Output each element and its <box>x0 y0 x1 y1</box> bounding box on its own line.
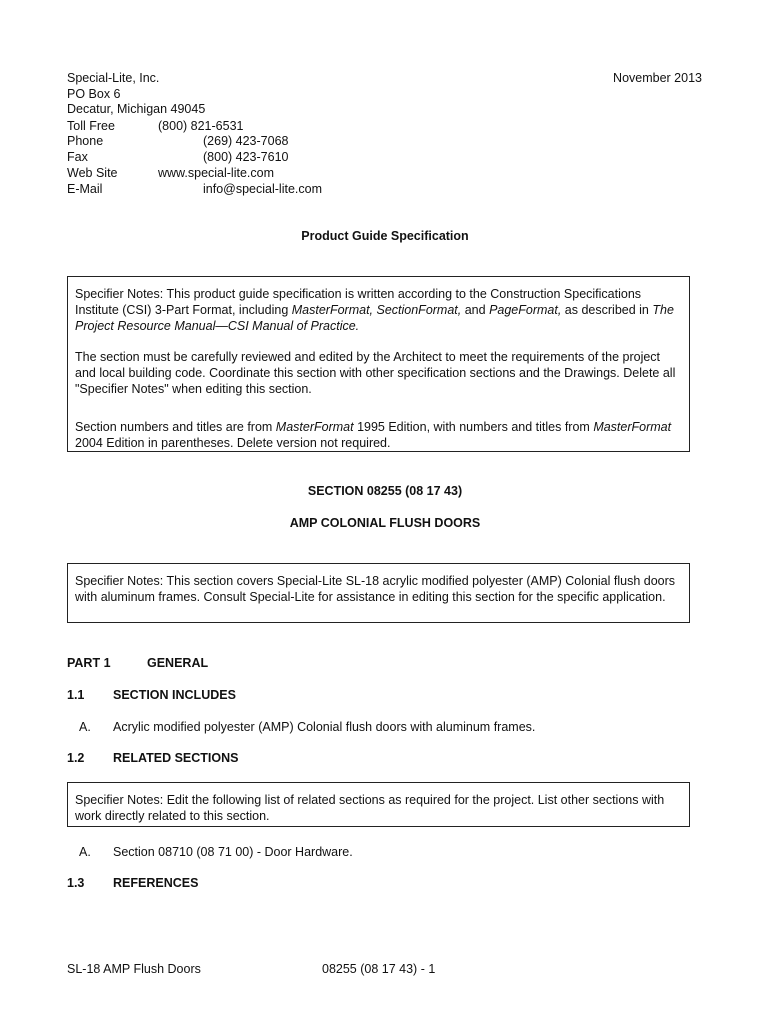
note-paragraph: Specifier Notes: Edit the following list of related sections as required for the project. List other sections with work directly related to this section. <box>75 793 665 823</box>
article-number: 1.3 <box>67 876 85 890</box>
city-state: Decatur, Michigan 49045 <box>67 102 206 116</box>
company-name: Special-Lite, Inc. <box>67 71 160 85</box>
article-title: REFERENCES <box>113 876 199 890</box>
article-number: 1.1 <box>67 688 85 702</box>
po-box: PO Box 6 <box>67 87 121 101</box>
contact-value-email: info@special-lite.com <box>203 182 322 196</box>
contact-label-website: Web Site <box>67 166 118 180</box>
note-paragraph: Specifier Notes: This product guide specification is written according to the Construction Specifications Institute (CSI) 3-Part Format, including MasterFormat, SectionFormat, and PageFormat, as described in The Project Resource Manual—CSI Manual of Practice. <box>75 287 674 333</box>
item-letter: A. <box>79 845 91 859</box>
article-number: 1.2 <box>67 751 85 765</box>
item-text: Section 08710 (08 71 00) - Door Hardware. <box>113 845 353 859</box>
specifier-notes-box <box>67 276 690 452</box>
part-title: GENERAL <box>147 656 209 670</box>
note-paragraph: Section numbers and titles are from MasterFormat 1995 Edition, with numbers and titles from MasterFormat 2004 Edition in parentheses. Delete version not required. <box>75 420 672 450</box>
contact-label-email: E-Mail <box>67 182 103 196</box>
item-text: Acrylic modified polyester (AMP) Colonial flush doors with aluminum frames. <box>113 720 536 734</box>
specifier-notes-box <box>67 563 690 623</box>
article-title: RELATED SECTIONS <box>113 751 239 765</box>
section-title: AMP COLONIAL FLUSH DOORS <box>289 516 481 530</box>
note-paragraph: Specifier Notes: This section covers Special-Lite SL-18 acrylic modified polyester (AMP) Colonial flush doors with aluminum frames. Consult Special-Lite for assistance in editing this section for the specific application. <box>75 574 676 604</box>
part-label: PART 1 <box>67 656 111 670</box>
item-letter: A. <box>79 720 91 734</box>
note-paragraph: The section must be carefully reviewed and edited by the Architect to meet the requirements of the project and local building code. Coordinate this section with other specification sections and the Drawings. Delete all "Specifier Notes" when editing this section. <box>75 350 676 396</box>
contact-value-website: www.special-lite.com <box>158 166 275 180</box>
footer-document-name: SL-18 AMP Flush Doors <box>67 962 201 976</box>
article-title: SECTION INCLUDES <box>113 688 236 702</box>
document-date: November 2013 <box>613 71 702 85</box>
contact-label-toll-free: Toll Free <box>67 119 115 133</box>
contact-value-fax: (800) 423-7610 <box>203 150 289 164</box>
doc-title: Product Guide Specification <box>301 229 469 243</box>
contact-value-phone: (269) 423-7068 <box>203 134 289 148</box>
contact-value-toll-free: (800) 821-6531 <box>158 119 244 133</box>
contact-label-fax: Fax <box>67 150 88 164</box>
specifier-notes-box <box>67 782 690 827</box>
footer-page-number: 08255 (08 17 43) - 1 <box>322 962 436 976</box>
section-number: SECTION 08255 (08 17 43) <box>307 484 463 498</box>
contact-label-phone: Phone <box>67 134 104 148</box>
